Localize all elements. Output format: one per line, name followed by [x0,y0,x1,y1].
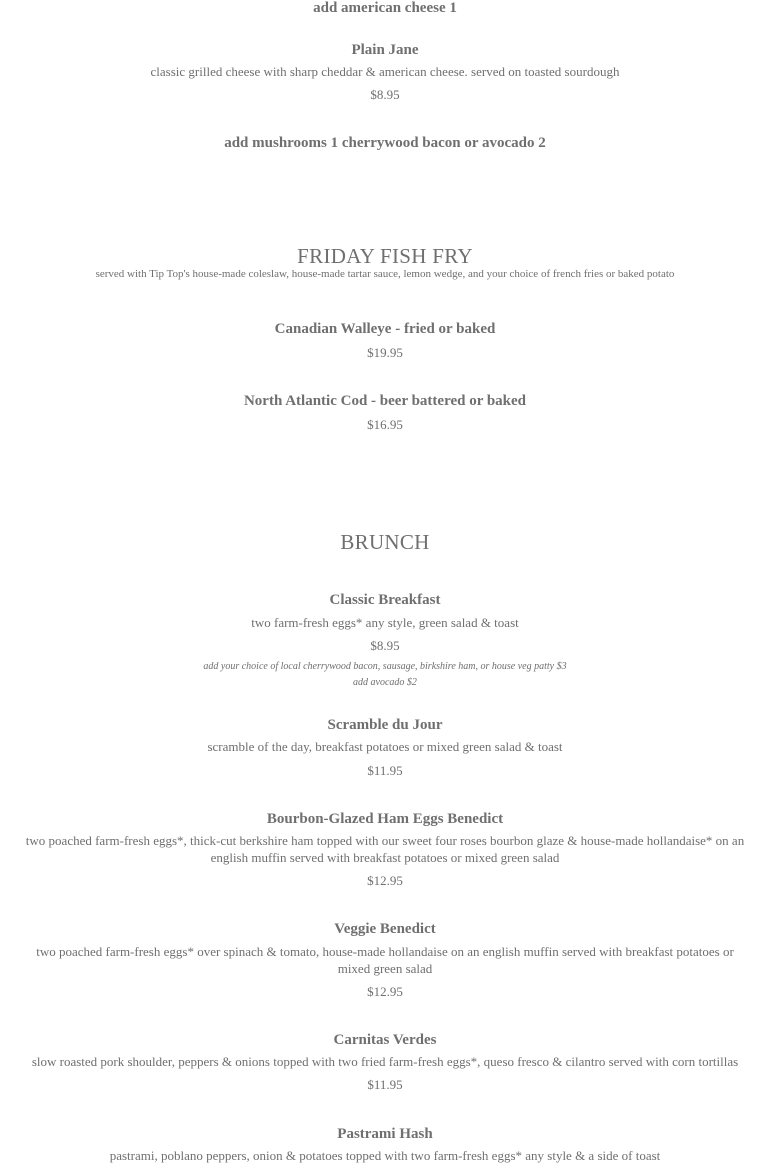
menu-item-price-bourbon-benedict: $12.95 [367,873,403,888]
menu-item-price-cod: $16.95 [367,417,403,432]
menu-item-name-bourbon-benedict: Bourbon-Glazed Ham Eggs Benedict [266,811,504,827]
addon-american-cheese: add american cheese 1 [313,0,457,16]
menu-item-name-walleye: Canadian Walleye - fried or baked [274,321,496,337]
menu-item-addon-classic-breakfast-meat: add your choice of local cherrywood bacon, sausage, birkshire ham, or house veg patty $3 [203,661,567,672]
plain-jane-addons: add mushrooms 1 cherrywood bacon or avocado 2 [224,135,546,151]
menu-item-name-pastrami-hash: Pastrami Hash [337,1126,433,1142]
section-heading-friday-fish-fry: FRIDAY FISH FRY [297,244,473,268]
menu-item-description-pastrami-hash: pastrami, poblano peppers, onion & potatoes topped with two farm-fresh eggs* any style & a side of toast [109,1148,661,1163]
menu-item-description-plain-jane: classic grilled cheese with sharp cheddar & american cheese. served on toasted sourdough [150,64,620,79]
menu-item-addon-classic-breakfast-avocado: add avocado $2 [353,677,417,688]
section-heading-brunch: BRUNCH [340,530,430,554]
menu-item-price-plain-jane: $8.95 [370,87,400,102]
menu-item-name-cod: North Atlantic Cod - beer battered or baked [243,393,527,409]
menu-item-description-carnitas-verdes: slow roasted pork shoulder, peppers & onions topped with two fried farm-fresh eggs*, queso fresco & cilantro served with corn tortillas [31,1054,739,1069]
menu-item-description-veggie-benedict: two poached farm-fresh eggs* over spinach & tomato, house-made hollandaise on an english muffin served with breakfast potatoes or mixed green salad [36,944,734,976]
menu-item-price-scramble-du-jour: $11.95 [367,763,403,778]
menu-item-name-plain-jane: Plain Jane [351,42,419,58]
menu-item-description-scramble-du-jour: scramble of the day, breakfast potatoes or mixed green salad & toast [207,739,563,754]
menu-item-name-classic-breakfast: Classic Breakfast [329,592,441,608]
menu-item-price-classic-breakfast: $8.95 [370,638,400,653]
menu-item-description-classic-breakfast: two farm-fresh eggs* any style, green salad & toast [251,615,519,630]
menu-item-price-veggie-benedict: $12.95 [367,984,403,999]
menu-item-name-carnitas-verdes: Carnitas Verdes [333,1032,437,1048]
section-note-fish-fry: served with Tip Top's house-made coleslaw, house-made tartar sauce, lemon wedge, and your choice of french fries or baked potato [95,268,675,280]
menu-item-description-bourbon-benedict: two poached farm-fresh eggs*, thick-cut berkshire ham topped with our sweet four roses bourbon glaze & house-made hollandaise* on an english muffin served with breakfast potatoes or mixed green salad [25,833,745,865]
menu-item-name-scramble-du-jour: Scramble du Jour [327,717,443,733]
menu-item-name-veggie-benedict: Veggie Benedict [334,921,436,937]
menu-item-price-walleye: $19.95 [367,345,403,360]
menu-item-price-carnitas-verdes: $11.95 [367,1077,403,1092]
